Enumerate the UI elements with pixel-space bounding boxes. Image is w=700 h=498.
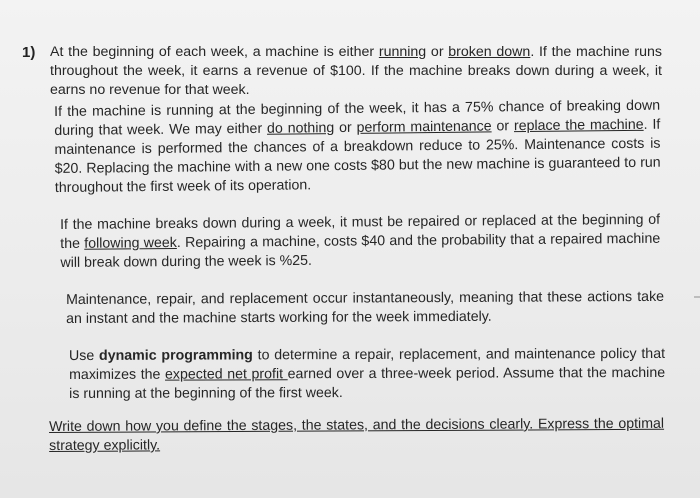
underlined-term-replace-machine: replace the machine [513,116,644,135]
underlined-term-running: running [378,44,427,60]
bold-term-dynamic-programming: dynamic programming [99,347,253,364]
text-segment: If the machine is running at the beginning of the week, it has a 75% chance of breaking down during that week. We may either [54,97,661,139]
underlined-term-expected-net-profit: expected net profit [164,366,288,383]
text-segment: . If the machine runs throughout the week, it earns a revenue of $100. If the machine breaks down during a week, it earns no revenue for that week. [50,44,662,98]
paragraph-dynamic-programming [69,345,665,404]
underlined-term-broken-down: broken down [448,44,531,60]
underlined-term-perform-maintenance: perform maintenance [356,118,492,136]
underlined-term-following-week: following week [84,234,177,252]
paragraph-instructions [49,415,664,456]
text-segment: Write down how you define the stages, the states, and the decisions clearly. Express the optimal strategy explicitly. [49,415,665,454]
text-segment: Use [69,347,100,364]
paragraph-breakdown-repair [60,211,660,273]
text-segment: or [334,119,357,137]
paragraph-machine-status [50,43,662,100]
text-segment: or [426,44,449,60]
margin-mark [694,296,700,298]
text-segment: Maintenance, repair, and replacement occur instantaneously, meaning that these actions take an instant and the machine starts working for the week immediately. [66,288,665,327]
paragraph-instantaneous-actions [66,288,664,329]
question-number: 1) [22,44,36,61]
text-segment: to determine a repair, replacement, and maintenance policy that maximizes the [69,345,666,383]
text-segment: or [491,118,515,135]
text-segment: If the machine breaks down during a week, it must be repaired or replaced at the beginning of the [60,211,661,252]
text-segment: . Repairing a machine, costs $40 and the probability that a repaired machine will break down during the week is %25. [60,230,661,271]
text-segment: earned over a three-week period. Assume that the machine is running at the beginning of the first week. [69,364,666,402]
text-segment: . If maintenance is performed the chances of a breakdown reduce to 25%. Maintenance costs is $20. Replacing the machine with a new one costs $80 but the new machine is guaranteed to run throughout the first week of its operation. [54,116,661,196]
paragraph-running-options [54,97,661,198]
text-segment: At the beginning of each week, a machine is either [50,44,379,60]
underlined-term-do-nothing: do nothing [266,120,335,137]
